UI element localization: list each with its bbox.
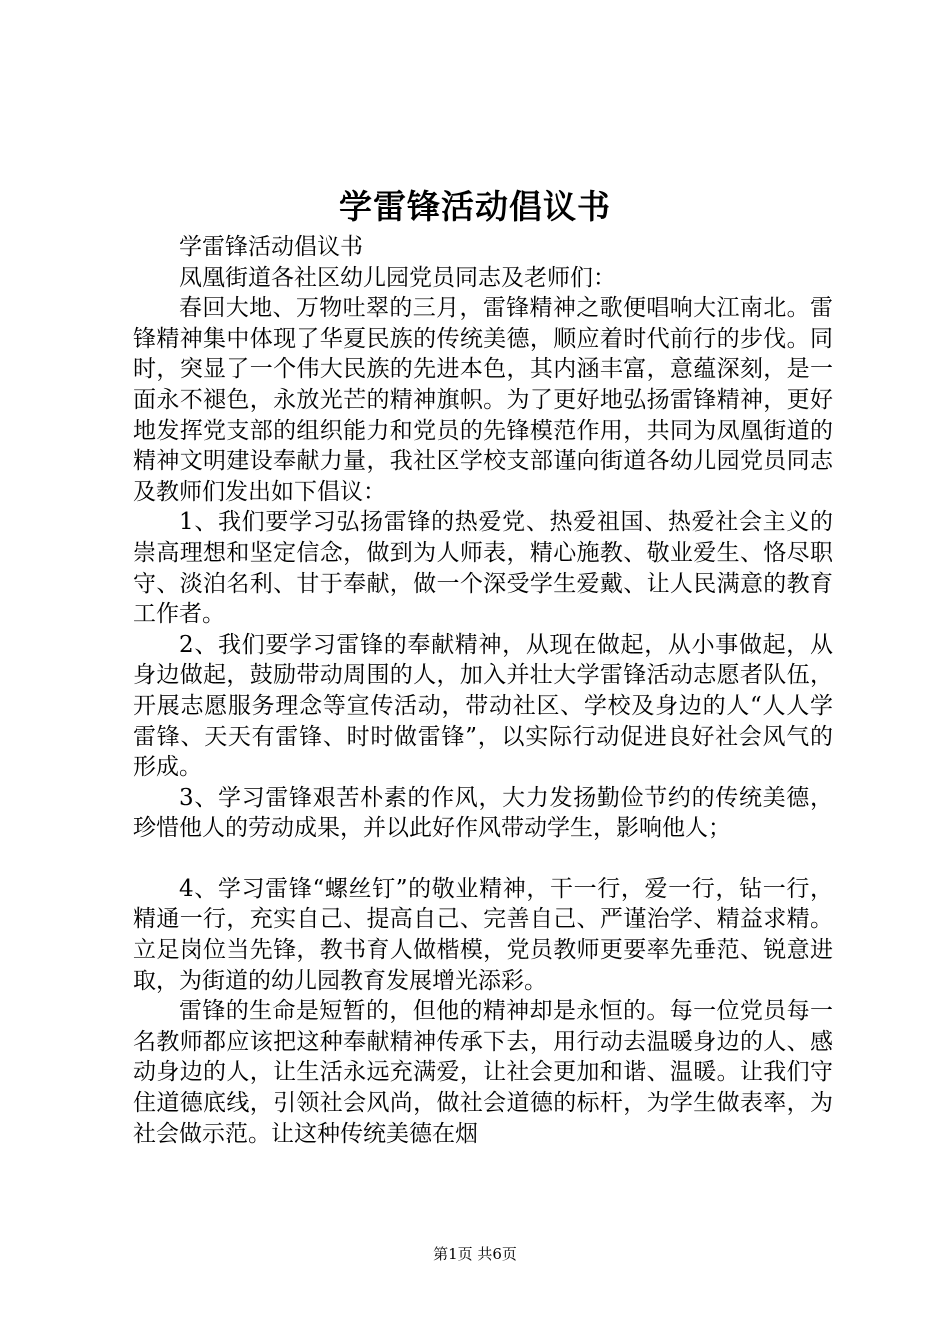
blank-line xyxy=(133,844,833,874)
paragraph-heading: 学雷锋活动倡议书 xyxy=(179,234,363,260)
paragraph-item-3: 3、学习雷锋艰苦朴素的作风，大力发扬勤俭节约的传统美德，珍惜他人的劳动成果，并以此好作风带动学生，影响他人； xyxy=(133,784,833,842)
paragraph-closing: 雷锋的生命是短暂的，但他的精神却是永恒的。每一位党员每一名教师都应该把这种奉献精神传承下去，用行动去温暖身边的人、感动身边的人，让生活永远充满爱，让社会更加和谐、温暖。让我们守住道德底线，引领社会风尚，做社会道德的标杆，为学生做表率，为社会做示范。让这种传统美德在烟 xyxy=(133,998,833,1147)
paragraph-item-2: 2、我们要学习雷锋的奉献精神，从现在做起，从小事做起，从身边做起，鼓励带动周围的人，加入并壮大学雷锋活动志愿者队伍，开展志愿服务理念等宣传活动，带动社区、学校及身边的人“人人学雷锋、天天有雷锋、时时做雷锋”，以实际行动促进良好社会风气的形成。 xyxy=(133,631,833,781)
paragraph-item-4: 4、学习雷锋“螺丝钉”的敬业精神，干一行，爱一行，钻一行，精通一行，充实自己、提高自己、完善自己、严谨治学、精益求精。立足岗位当先锋，教书育人做楷模，党员教师更要率先垂范、锐意进取，为街道的幼儿园教育发展增光添彩。 xyxy=(133,875,833,994)
page-number-footer: 第1页 共6页 xyxy=(433,1245,517,1263)
paragraph-intro: 春回大地、万物吐翠的三月，雷锋精神之歌便唱响大江南北。雷锋精神集中体现了华夏民族的传统美德，顺应着时代前行的步伐。同时，突显了一个伟大民族的先进本色，其内涵丰富，意蕴深刻，是一面永不褪色，永放光芒的精神旗帜。为了更好地弘扬雷锋精神，更好地发挥党支部的组织能力和党员的先锋模范作用，共同为凤凰街道的精神文明建设奉献力量，我社区学校支部谨向街道各幼儿园党员同志及教师们发出如下倡议： xyxy=(133,295,833,505)
paragraph-salutation: 凤凰街道各社区幼儿园党员同志及老师们： xyxy=(179,264,616,291)
document-title: 学雷锋活动倡议书 xyxy=(339,187,611,226)
paragraph-item-1: 1、我们要学习弘扬雷锋的热爱党、热爱祖国、热爱社会主义的崇高理想和坚定信念，做到为人师表，精心施教、敬业爱生、恪尽职守、淡泊名利、甘于奉献，做一个深受学生爱戴、让人民满意的教育工作者。 xyxy=(133,509,833,628)
document-body xyxy=(133,232,833,1149)
